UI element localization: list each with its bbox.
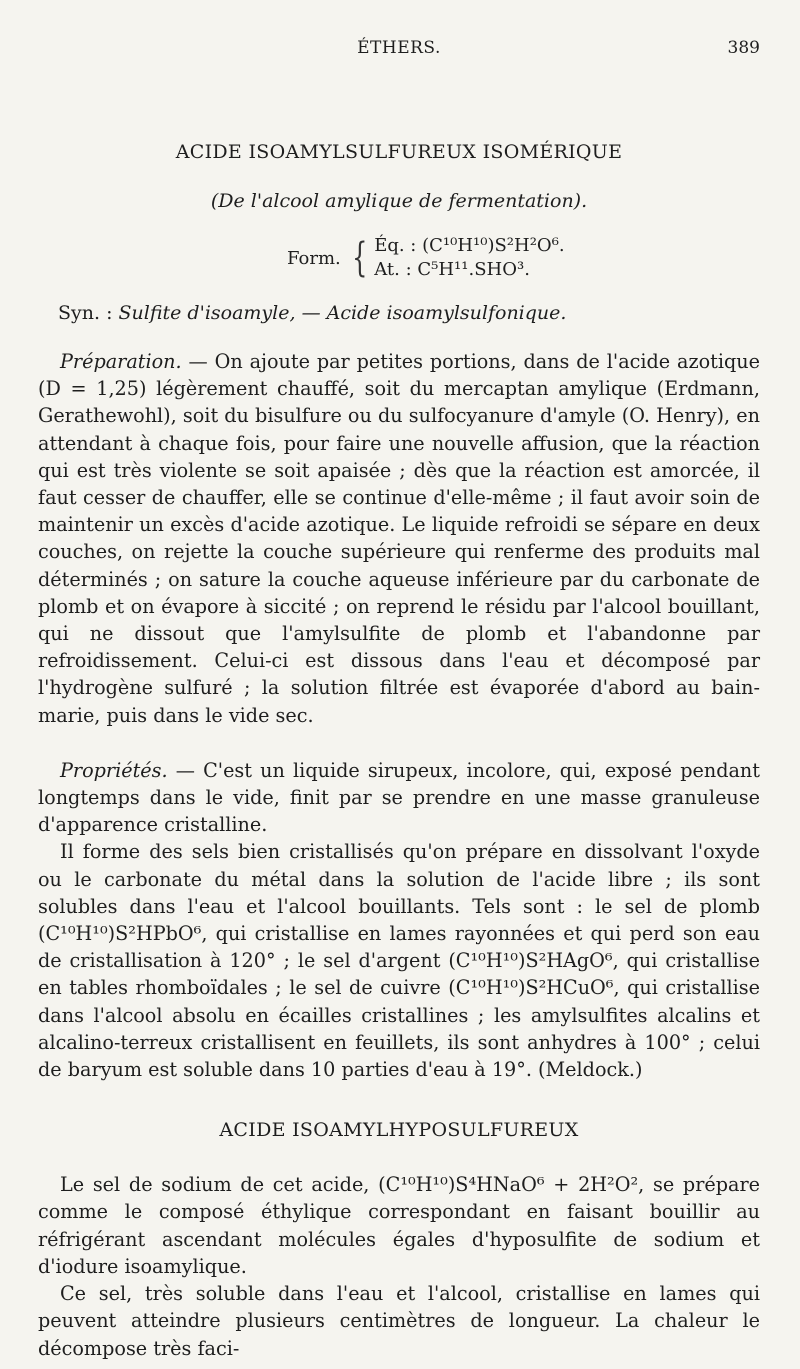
running-header: [38, 0, 760, 60]
brace-glyph: {: [351, 235, 368, 281]
paragraph-sel-sodium: Le sel de sodium de cet acide, (C¹⁰H¹⁰)S⁴HNaO⁶ + 2H²O², se prépare comme le composé éthylique correspondant en faisant bouillir au réfrigérant ascendant molécules égales d'hyposulfite de sodium et d'iodure isoamylique.: [38, 1173, 760, 1278]
formula-block: [287, 234, 760, 282]
proprietes-label: Propriétés.: [60, 758, 168, 782]
synonyms: [58, 302, 760, 324]
formula-equivalent: Éq. : (C¹⁰H¹⁰)S²H²O⁶.: [374, 235, 565, 256]
paragraph-proprietes: [38, 757, 760, 839]
section-subtitle: (De l'alcool amylique de fermentation).: [210, 190, 588, 212]
synonyms-prefix: Syn. :: [58, 302, 113, 324]
proprietes-text: — C'est un liquide sirupeux, incolore, qui, exposé pendant longtemps dans le vide, finit par se prendre en une masse granuleuse d'apparence cristalline.: [38, 758, 760, 837]
paragraph-sels: Il forme des sels bien cristallisés qu'on prépare en dissolvant l'oxyde ou le carbonate du métal dans la solution de l'acide libre ; ils sont solubles dans l'eau et l'alcool bouillants. Tels sont : le sel de plomb (C¹⁰H¹⁰)S²HPbO⁶, qui cristallise en lames rayonnées et qui perd son eau de cristallisation à 120° ; le sel d'argent (C¹⁰H¹⁰)S²HAgO⁶, qui cristallise en tables rhomboïdales ; le sel de cuivre (C¹⁰H¹⁰)S²HCuO⁶, qui cristallise dans l'alcool absolu en écailles cristallines ; les amylsulfites alcalins et alcalino-terreux cristallisent en feuillets, ils sont anhydres à 100° ; celui de baryum est soluble dans 10 parties d'eau à 19°. (Meldock.): [38, 840, 760, 1082]
page-number: 389: [727, 38, 760, 58]
section-title-isoamylhyposulfureux: ACIDE ISOAMYLHYPOSULFUREUX: [219, 1119, 579, 1142]
preparation-label: Préparation.: [60, 350, 182, 373]
paragraph-preparation: [38, 348, 760, 729]
preparation-text: — On ajoute par petites portions, dans de l'acide azotique (D = 1,25) légèrement chauffé, soit du mercaptan amylique (Erdmann, Gerathewohl), soit du bisulfure ou du sulfocyanure d'amyle (O. Henry), en attendant à chaque fois, pour faire une nouvelle affusion, que la réaction qui est très violente se soit apaisée ; dès que la réaction est amorcée, il faut cesser de chauffer, elle se continue d'elle-même ; il faut avoir soin de maintenir un excès d'acide azotique. Le liquide refroidi se sépare en deux couches, on rejette la couche supérieure qui renferme des produits mal déterminés ; on sature la couche aqueuse inférieure par du carbonate de plomb et on évapore à siccité ; on reprend le résidu par l'alcool bouillant, qui ne dissout que l'amylsulfite de plomb et l'abandonne par refroidissement. Celui-ci est dissous dans l'eau et décomposé par l'hydrogène sulfuré ; la solution filtrée est évaporée d'abord au bain-marie, puis dans le vide sec.: [38, 350, 760, 727]
section-title-isoamylsulfureux: ACIDE ISOAMYLSULFUREUX ISOMÉRIQUE: [175, 141, 623, 163]
running-title: ÉTHERS.: [357, 38, 441, 58]
paragraph-sel-proprietes: Ce sel, très soluble dans l'eau et l'alcool, cristallise en lames qui peuvent atteindre plusieurs centimètres de longueur. La chaleur le décompose très faci-: [38, 1282, 760, 1360]
formula-atomic: At. : C⁵H¹¹.SHO³.: [374, 259, 530, 280]
synonyms-text: Sulfite d'isoamyle, — Acide isoamylsulfonique.: [118, 302, 567, 324]
formula-label: Form.: [287, 247, 341, 269]
